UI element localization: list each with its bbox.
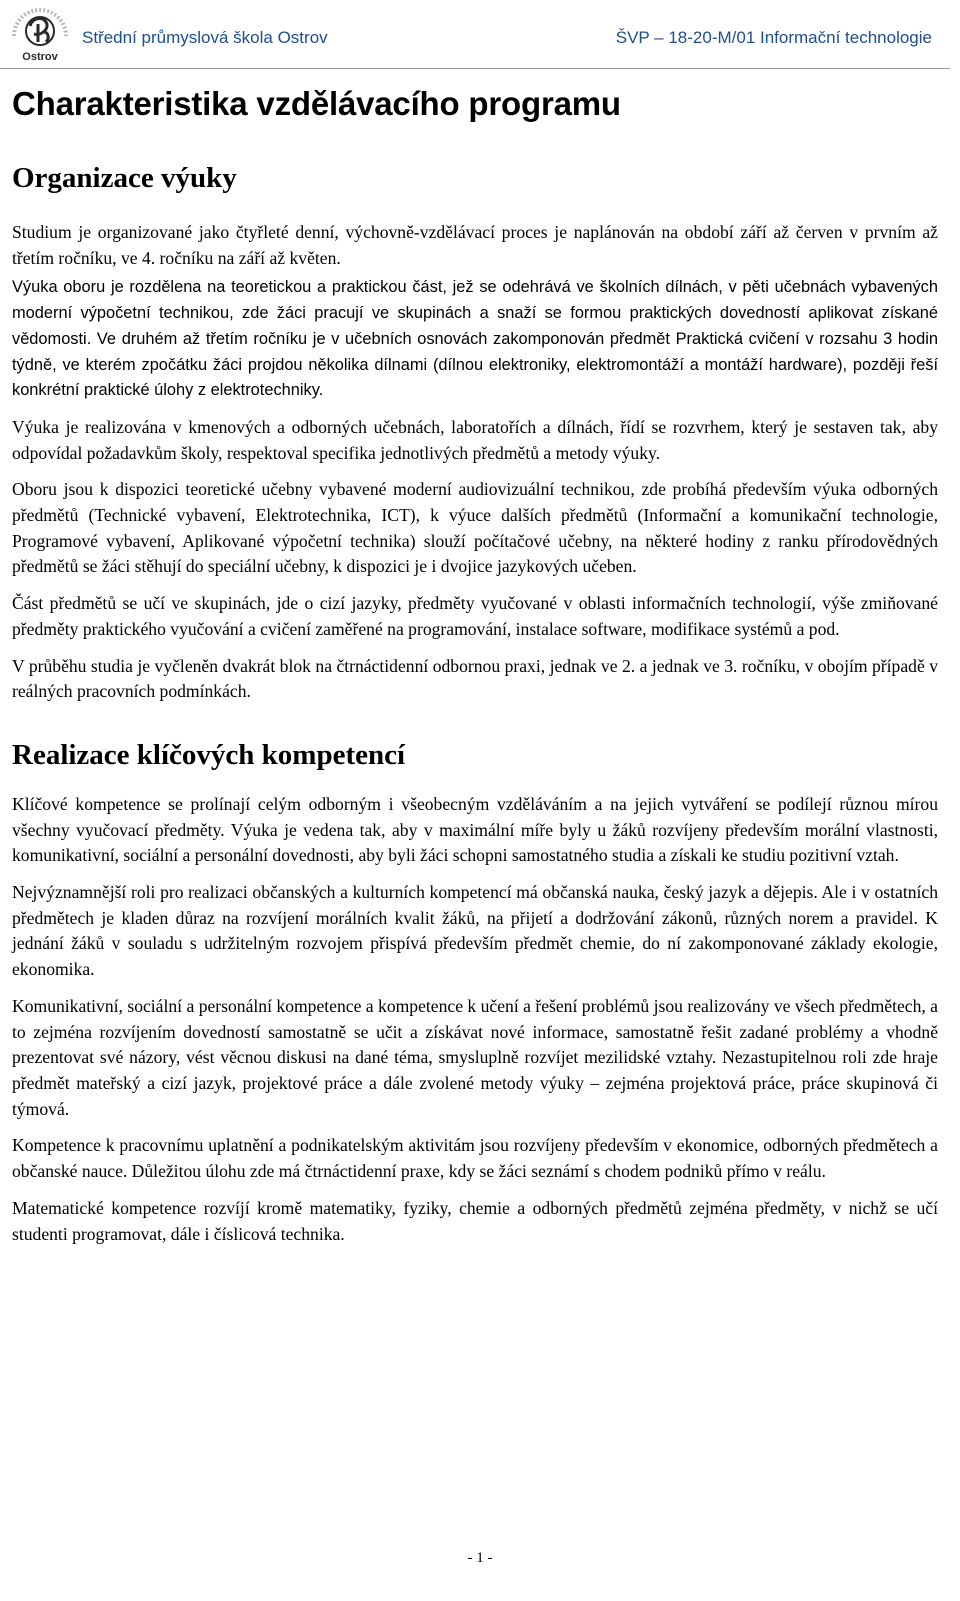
paragraph: Výuka je realizována v kmenových a odborných učebnách, laboratořích a dílnách, řídí se rozvrhem, který je sestaven tak, aby odpovídal požadavkům školy, respektoval specifika jednotlivých předmětů a metody výuky. — [12, 416, 938, 463]
section-heading-organizace: Organizace výuky — [12, 162, 237, 194]
page-number: - 1 - — [467, 1550, 493, 1566]
page-header — [0, 0, 960, 70]
header-divider — [0, 68, 950, 69]
paragraph: Výuka oboru je rozdělena na teoretickou a praktickou část, jež se odehrává ve školních dílnách, v pěti učebnách vybavených moderní výpočetní technikou, zde žáci pracují ve skupinách a snaží se formou praktických dovedností aplikovat získané vědomosti. Ve druhém až třetím ročníku je v učebních osnovách zakomponován předmět Praktická cvičení v rozsahu 3 hodin týdně, ve kterém zpočátku žáci projdou několika dílnami (dílnou elektroniky, elektromontáží a montáží hardware), později řeší konkrétní praktické úlohy z elektrotechniky. — [12, 278, 938, 400]
paragraph: Část předmětů se učí ve skupinách, jde o cizí jazyky, předměty vyučované v oblasti informačních technologií, výše zmiňované předměty praktického vyučování a cvičení zaměřené na programování, instalace software, modifikace systémů a pod. — [12, 593, 938, 639]
school-name: Střední průmyslová škola Ostrov — [82, 28, 328, 47]
paragraph: Oboru jsou k dispozici teoretické učebny vybavené moderní audiovizuální technikou, zde probíhá především výuka odborných předmětů (Technické vybavení, Elektrotechnika, ICT), k výuce dalších předmětů (Informační a komunikační technologie, Programové vybavení, Aplikované výpočetní technika) slouží počítačové učebny, na některé hodiny z ranku přírodovědných předmětů se žáci stěhují do speciální učebny, k dispozici je i dvojice jazykových učeben. — [12, 479, 938, 577]
paragraph: V průběhu studia je vyčleněn dvakrát blok na čtrnáctidenní odbornou praxi, jednak ve 2. a jednak ve 3. ročníku, v obojím případě v reálných pracovních podmínkách. — [12, 655, 938, 702]
document-body — [12, 72, 938, 1247]
section-heading-kompetence: Realizace klíčových kompetencí — [12, 738, 406, 771]
paragraph: Nejvýznamnější roli pro realizaci občanských a kulturních kompetencí má občanská nauka, český jazyk a dějepis. Ale i v ostatních předmětech je kladen důraz na rozvíjení morálních kvalit žáků, na přijetí a dodržování zákonů, různých norem a pravidel. K jednání žáků v souladu s udržitelným rozvojem přispívá především předmět chemie, do ní zakomponované základy ekologie, ekonomika. — [12, 882, 938, 980]
paragraph: Komunikativní, sociální a personální kompetence a kompetence k učení a řešení problémů jsou realizovány ve všech předmětech, a to zejména rozvíjením dovedností samostatně se učit a získávat nové informace, samostatně řešit zadané problémy a vhodně prezentovat své názory, vést věcnou diskusi na dané téma, smysluplně rozvíjet mezilidské vztahy. Nezastupitelnou roli zde hraje předmět mateřský a cizí jazyk, projektové práce a dále zvolené metody výuky – zejména projektová práce, práce skupinová či týmová. — [12, 995, 938, 1119]
program-code: ŠVP – 18-20-M/01 Informační technologie — [615, 28, 932, 47]
paragraph: Kompetence k pracovnímu uplatnění a podnikatelským aktivitám jsou rozvíjeny především v ekonomice, odborných předmětech a občanské nauce. Důležitou úlohu zde má čtrnáctidenní praxe, kdy se žáci seznámí s chodem podniků přímo v reálu. — [12, 1135, 938, 1182]
page-title: Charakteristika vzdělávacího programu — [12, 85, 621, 122]
paragraph: Matematické kompetence rozvíjí kromě matematiky, fyziky, chemie a odborných předmětů zejména předměty, v nichž se učí studenti programovat, dále i číslicová technika. — [12, 1197, 938, 1244]
school-logo-icon — [8, 6, 72, 66]
paragraph: Studium je organizované jako čtyřleté denní, výchovně-vzdělávací proces je naplánován na období září až červen v prvním až třetím ročníku, ve 4. ročníku na září až květen. — [12, 222, 938, 268]
logo-text: Ostrov — [22, 51, 58, 63]
paragraph: Klíčové kompetence se prolínají celým odborným i všeobecným vzděláváním a na jejich vytváření se podílejí různou mírou všechny vyučovací předměty. Výuka je vedena tak, aby v maximální míře byly u žáků rozvíjeny především morální vlastnosti, komunikativní, sociální a personální dovednosti, aby byli žáci schopni samostatného studia a získali ke studiu pozitivní vztah. — [12, 793, 938, 866]
